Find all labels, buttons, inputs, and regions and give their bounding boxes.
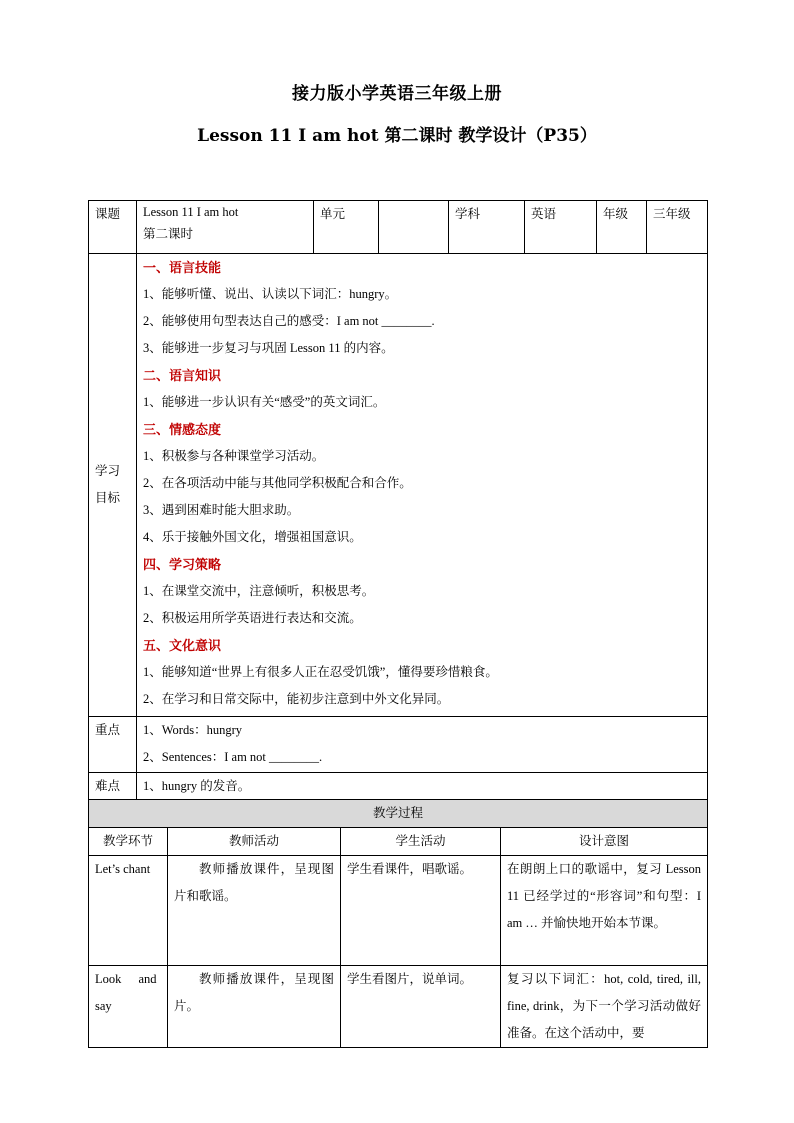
process-header-stage: 教学环节: [89, 828, 168, 856]
difficulty-content: 1、hungry 的发音。: [137, 773, 708, 801]
process-stage: Look and say: [89, 966, 168, 1048]
subject-value: 英语: [525, 201, 597, 254]
goals-section-heading: 四、学习策略: [143, 557, 222, 572]
unit-label: 单元: [314, 201, 379, 254]
document-title: 接力版小学英语三年级上册: [292, 84, 502, 104]
teaching-process-table: [88, 799, 708, 1048]
subject-label: 学科: [449, 201, 525, 254]
goals-item: 4、乐于接触外国文化，增强祖国意识。: [143, 530, 362, 544]
process-student-activity: 学生看课件，唱歌谣。: [341, 856, 501, 966]
goals-item: 1、能够听懂、说出、认读以下词汇：hungry。: [143, 287, 398, 301]
goals-section-heading: 三、情感态度: [143, 422, 222, 437]
key-points-content: 1、Words：hungry 2、Sentences：I am not ________.: [137, 717, 708, 773]
process-student-activity: 学生看图片，说单词。: [341, 966, 501, 1048]
goals-section-heading: 二、语言知识: [143, 368, 222, 383]
goals-item: 2、在各项活动中能与其他同学积极配合和合作。: [143, 476, 412, 490]
goals-item: 2、积极运用所学英语进行表达和交流。: [143, 611, 362, 625]
document-subtitle: Lesson 11 I am hot 第二课时 教学设计（P35）: [197, 126, 597, 146]
goals-item: 1、在课堂交流中，注意倾听，积极思考。: [143, 584, 375, 598]
process-design-intent: 复习以下词汇：hot, cold, tired, ill, fine, drink，为下一个学习活动做好准备。在这个活动中，要: [501, 966, 708, 1048]
difficulty-label: 难点: [89, 773, 137, 801]
process-teacher-activity: 教师播放课件，呈现图片和歌谣。: [168, 856, 341, 966]
grade-value: 三年级: [647, 201, 708, 254]
topic-value: Lesson 11 I am hot 第二课时: [137, 201, 314, 254]
goals-item: 1、能够知道“世界上有很多人正在忍受饥饿”，懂得要珍惜粮食。: [143, 665, 498, 679]
grade-label: 年级: [597, 201, 647, 254]
process-teacher-activity: 教师播放课件，呈现图片。: [168, 966, 341, 1048]
goals-item: 3、能够进一步复习与巩固 Lesson 11 的内容。: [143, 341, 394, 355]
process-stage: Let’s chant: [89, 856, 168, 966]
process-header-student: 学生活动: [341, 828, 501, 856]
process-design-intent: 在朗朗上口的歌谣中，复习 Lesson 11 已经学过的“形容词”和句型：I am … 并愉快地开始本节课。: [501, 856, 708, 966]
goals-item: 1、能够进一步认识有关“感受”的英文词汇。: [143, 395, 386, 409]
goals-section-heading: 五、文化意识: [143, 638, 222, 653]
goals-item: 1、积极参与各种课堂学习活动。: [143, 449, 325, 463]
lesson-info-table: [88, 200, 708, 801]
goals-label: 学习 目标: [89, 254, 137, 717]
goals-content: [137, 254, 708, 717]
key-points-label: 重点: [89, 717, 137, 773]
process-header-teacher: 教师活动: [168, 828, 341, 856]
unit-value: [379, 201, 449, 254]
goals-item: 2、在学习和日常交际中，能初步注意到中外文化异同。: [143, 692, 450, 706]
goals-item: 3、遇到困难时能大胆求助。: [143, 503, 300, 517]
process-header-intent: 设计意图: [501, 828, 708, 856]
goals-section-heading: 一、语言技能: [143, 260, 222, 275]
goals-item: 2、能够使用句型表达自己的感受：I am not ________.: [143, 314, 435, 328]
process-title: 教学过程: [89, 800, 708, 828]
topic-label: 课题: [89, 201, 137, 254]
